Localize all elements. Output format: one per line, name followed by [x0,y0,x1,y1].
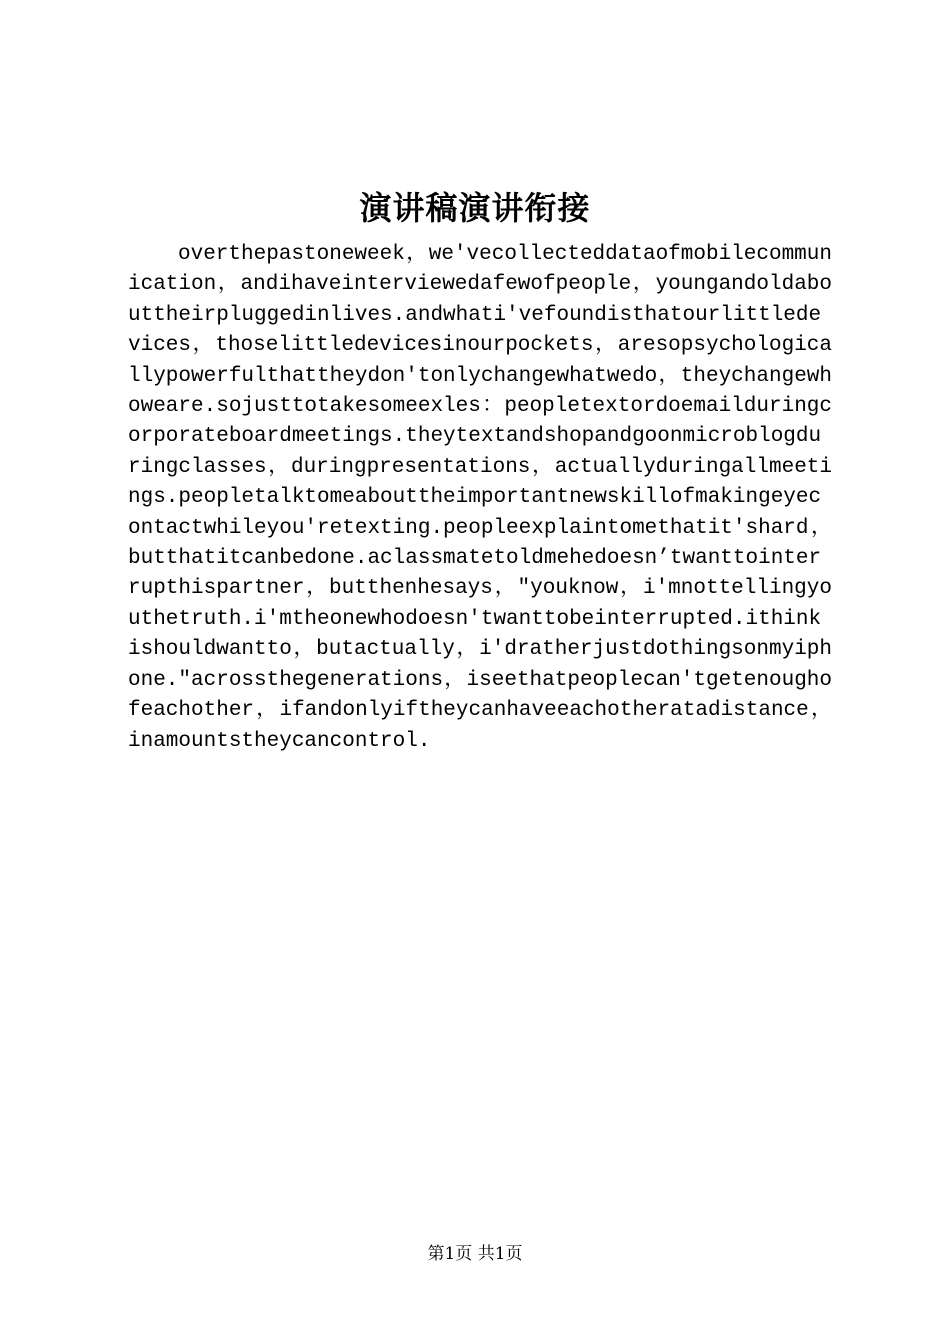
document-title: 演讲稿演讲衔接 [359,189,591,227]
document-body-paragraph: overthepastoneweek，we'vecollecteddataofmobilecommunication，andihaveinterviewedafewofpeople，youngandoldabouttheirpluggedinlives.andwhati'vefoundisthatourlittledevices，thoselittledevicesinourpockets，aresopsychologicallypowerfulthattheydon'tonlychangewhatwedo，theychangewhoweare.sojusttotakesomeexles：peopletextordoemailduringcorporateboardmeetings.theytextandshopandgoonmicroblogduringclasses，duringpresentations，actuallyduringallmeetings.peopletalktomeabouttheimportantnewskillofmakingeyecontactwhileyou'retexting.peopleexplaintomethatit'shard，butthatitcanbedone.aclassmatetoldmehedoesn’twanttointerrupthispartner，butthenhesays，"youknow，i'mnottellingyouthetruth.i'mtheonewhodoesn'twanttobeinterrupted.ithinkishouldwantto，butactually，i'dratherjustdothingsonmyiphone."acrossthegenerations，iseethatpeoplecan'tgetenoughofeachother，ifandonlyiftheycanhaveeachotheratadistance，inamountstheycancontrol. [128,243,832,753]
page-footer: 第1页 共1页 [427,1244,523,1264]
